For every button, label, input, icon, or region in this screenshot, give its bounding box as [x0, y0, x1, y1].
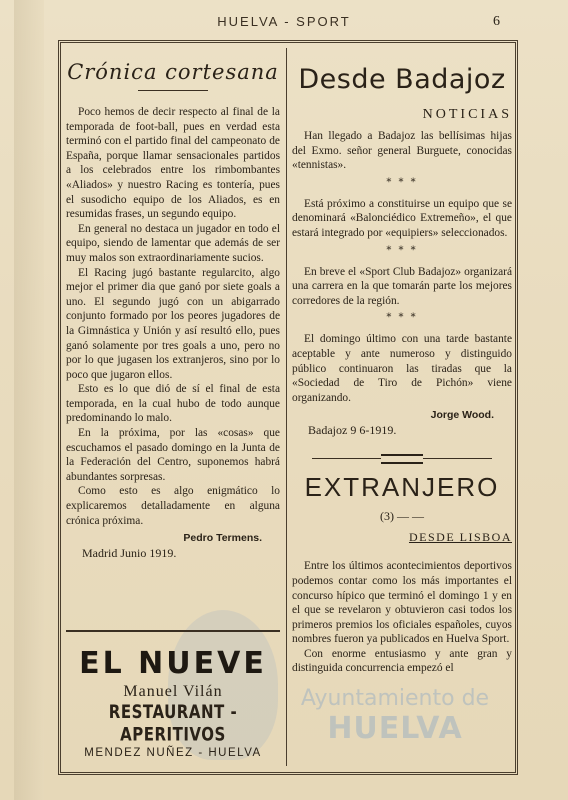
- page-number: 6: [493, 14, 500, 29]
- paragraph: Como esto es algo enigmático lo explicaremos detalladamente en alguna crónica próxima.: [66, 485, 280, 527]
- advertisement: [66, 630, 280, 772]
- ornament-center: [381, 454, 423, 464]
- paragraph: El domingo último con una tarde bastante aceptable y ante numeroso y distinguido público continuaron las tiradas que la «Sociedad de Tiro de Pichón» viene organizando.: [292, 333, 512, 404]
- paragraph: El Racing jugó bastante regularcito, algo mejor el primer dia que ganó por siete goals a uno. El segundo jugó con un abigarrado conjunto formado por los peores jugadores de la Gimnástica y Unión y así resultó ello, pues ganó solamente por tres goals a uno, pero no por lo que jugasen los extranjeros, sino por lo poco que jugaron ellos.: [66, 266, 280, 381]
- ad-owner-name: Manuel Vilán: [123, 683, 223, 700]
- ornament-divider: [292, 454, 512, 462]
- paragraph: Entre los últimos acontecimientos deportivos podemos contar como los más importantes el concurso hípico que terminó el domingo 1 y en el que se revelaron y obtuvieron casi todos los primeros premios los oficiales españoles, cuyos nombres fueron ya publicados en Huelva Sport.: [292, 560, 512, 646]
- dateline: Madrid Junio 1919.: [82, 546, 177, 561]
- article-title-extranjero: EXTRANJERO: [304, 472, 500, 503]
- dateline: Badajoz 9 6-1919.: [308, 423, 397, 438]
- right-column: [292, 48, 512, 676]
- paragraph: En breve el «Sport Club Badajoz» organizará una carrera en la que tomarán parte los mejores corredores de la región.: [292, 265, 512, 307]
- column-divider: [286, 48, 287, 766]
- article-number: (3) — —: [380, 509, 424, 524]
- paragraph: Con enorme entusiasmo y ante gran y distinguida concurrencia empezó el: [292, 647, 512, 675]
- page-edge-shadow: [14, 0, 44, 800]
- article-title-badajoz: Desde Badajoz: [298, 64, 506, 95]
- ad-business: RESTAURANT - APERITIVOS: [108, 700, 238, 746]
- article-title-cronica: Crónica cortesana: [67, 60, 279, 84]
- paragraph: Está próximo a constituirse un equipo que se denominará «Balonciédico Extremeño», el que estará integrado por «equipiers» seleccionados.: [292, 197, 512, 239]
- paragraph: Han llegado a Badajoz las bellísimas hijas del Exmo. señor general Burguete, conocidas «tennistas».: [292, 130, 512, 172]
- author-signature: Pedro Termens.: [183, 532, 262, 545]
- section-subtitle: NOTICIAS: [422, 107, 512, 122]
- ad-headline: EL NUEVE: [79, 646, 267, 681]
- paragraph: En general no destaca un jugador en todo el equipo, siendo de lamentar que además de ser muy malos son extraordinariamente sucios.: [66, 222, 280, 264]
- author-signature: Jorge Wood.: [430, 409, 494, 422]
- page-header: [0, 10, 568, 34]
- asterism-divider: * * *: [386, 312, 418, 324]
- left-column: [66, 48, 280, 561]
- paragraph: Esto es lo que dió de sí el final de esta temporada, en la cual hubo de todo aunque predominando lo malo.: [66, 383, 280, 425]
- ad-address: MENDEZ NUÑEZ - HUELVA: [84, 747, 262, 759]
- watermark-line1: Ayuntamiento de: [300, 686, 490, 711]
- publication-title: HUELVA - SPORT: [217, 14, 351, 29]
- asterism-divider: * * *: [386, 176, 418, 188]
- asterism-divider: * * *: [386, 244, 418, 256]
- paragraph: En la próxima, por las «cosas» que escuchamos el pasado domingo en la Junta de la Federación del Centro, suponemos habrá abundantes sorpresas.: [66, 427, 280, 483]
- paragraph: Poco hemos de decir respecto al final de la temporada de foot-ball, pues en verdad esta terminó con el partido final del campeonato de España, porque llamar sensacionales partidos a los celebrados entre los rimbombantes «Aliados» y nuestro Racing es tontería, pues el susodicho equipo de los Aliados, es en resumidas frases, un segundo equipo.: [66, 106, 280, 221]
- article-subtitle: DESDE LISBOA: [408, 530, 512, 545]
- title-rule: [138, 90, 208, 91]
- watermark-line2: HUELVA: [327, 711, 463, 746]
